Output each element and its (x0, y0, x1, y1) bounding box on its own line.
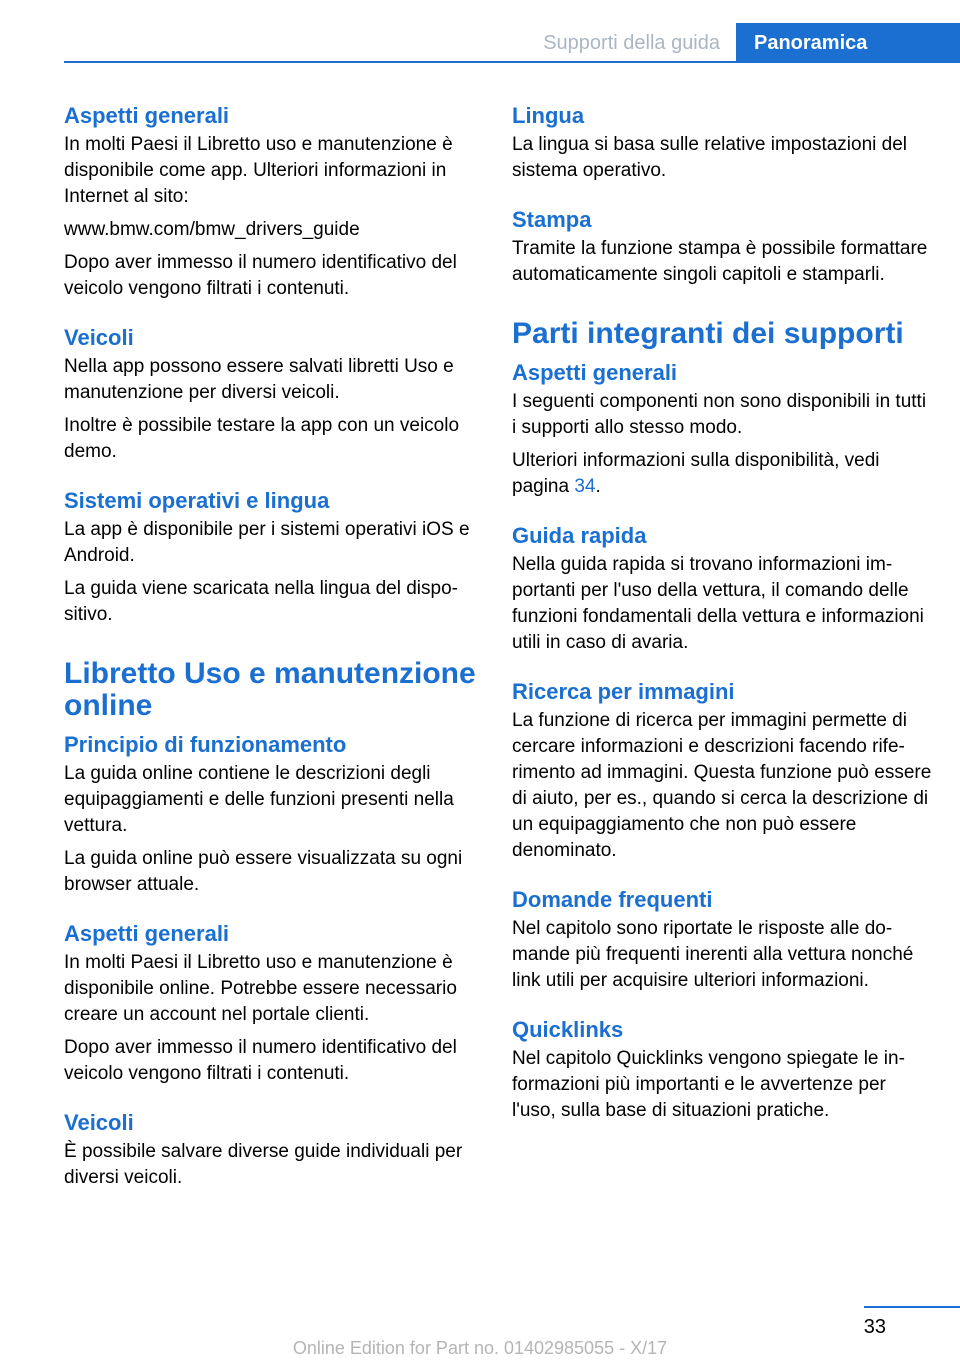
footer-edition: Online Edition for Part no. 01402985055 - X/17 (292, 1338, 668, 1358)
heading-quicklinks: Quicklinks (512, 1017, 624, 1042)
header-section-title: Supporti della guida (543, 32, 720, 54)
paragraph: La guida viene scaricata nella lingua del dispositivo. (64, 578, 458, 625)
footer-rule (864, 1306, 960, 1308)
page-link-34[interactable]: 34 (574, 476, 596, 497)
heading-parti-integranti: Parti integranti dei supporti (512, 317, 904, 350)
paragraph-url: www.bmw.com/bmw_drivers_guide (64, 219, 360, 240)
paragraph: In molti Paesi il Libretto uso e manutenzione è disponibile online. Potrebbe essere necessario creare un account nel portale clienti. (64, 952, 457, 1025)
heading-veicoli-online: Veicoli (64, 1110, 134, 1135)
heading-principio-funzionamento: Principio di funzionamento (64, 732, 347, 757)
paragraph: Nella guida rapida si trovano informazioni importanti per l'uso della vettura, il comando delle funzioni fondamentali della vettura e informazioni utili in caso di avaria. (512, 554, 924, 653)
heading-guida-rapida: Guida rapida (512, 523, 647, 548)
header-rule (64, 61, 960, 63)
paragraph: La guida online può essere visualizzata su ogni browser attuale. (64, 848, 463, 895)
heading-aspetti-generali-online: Aspetti generali (64, 921, 230, 946)
heading-libretto-online: Libretto Uso e manutenzione online (64, 657, 476, 722)
paragraph: Nel capitolo Quicklinks vengono spiegate le informazioni più importanti e le avvertenze per l'uso, sulla base di situazioni pratiche. (512, 1048, 905, 1121)
heading-ricerca-immagini: Ricerca per immagini (512, 679, 735, 704)
heading-lingua: Lingua (512, 103, 585, 128)
page-number: 33 (863, 1316, 886, 1338)
paragraph: Tramite la funzione stampa è possibile formattare automaticamente singoli capitoli e stamparli. (512, 238, 928, 285)
paragraph: Dopo aver immesso il numero identificativo del veicolo vengono filtrati i contenuti. (64, 1037, 457, 1084)
paragraph: La guida online contiene le descrizioni degli equipaggiamenti e delle funzioni presenti nella vettura. (64, 763, 454, 836)
heading-veicoli-app: Veicoli (64, 325, 134, 350)
paragraph-with-link: Ulteriori informazioni sulla disponibilità, vedi pagina 34. (512, 450, 880, 497)
paragraph: Nella app possono essere salvati libretti Uso e manutenzione per diversi veicoli. (64, 356, 454, 403)
right-column (512, 100, 932, 1124)
header-tab-panoramica: Panoramica (736, 23, 960, 62)
heading-domande-frequenti: Domande frequenti (512, 887, 713, 912)
heading-stampa: Stampa (512, 207, 592, 232)
paragraph: Dopo aver immesso il numero identificativo del veicolo vengono filtrati i contenuti. (64, 252, 457, 299)
paragraph: La app è disponibile per i sistemi operativi iOS e Android. (64, 519, 470, 566)
heading-aspetti-generali-supporti: Aspetti generali (512, 360, 678, 385)
paragraph: Nel capitolo sono riportate le risposte alle domande più frequenti inerenti alla vettura nonché link utili per acquisire ulteriori informazioni. (512, 918, 914, 991)
paragraph: La funzione di ricerca per immagini permette di cercare informazioni e descrizioni facendo riferimento ad immagini. Questa funzione può essere di aiuto, per es., quando si cerca la descrizione di un equipaggiamento che non può essere denominato. (512, 710, 932, 861)
heading-sistemi-operativi: Sistemi operativi e lingua (64, 488, 330, 513)
paragraph: I seguenti componenti non sono disponibili in tutti i supporti allo stesso modo. (512, 391, 927, 438)
heading-aspetti-generali-app: Aspetti generali (64, 103, 230, 128)
paragraph: La lingua si basa sulle relative impostazioni del sistema operativo. (512, 134, 908, 181)
paragraph: È possibile salvare diverse guide individuali per diversi veicoli. (64, 1141, 463, 1188)
left-column (64, 100, 482, 1191)
paragraph: Inoltre è possibile testare la app con un veicolo demo. (64, 415, 460, 462)
paragraph: In molti Paesi il Libretto uso e manutenzione è disponibile come app. Ulteriori informazioni in Internet al sito: (64, 134, 453, 207)
